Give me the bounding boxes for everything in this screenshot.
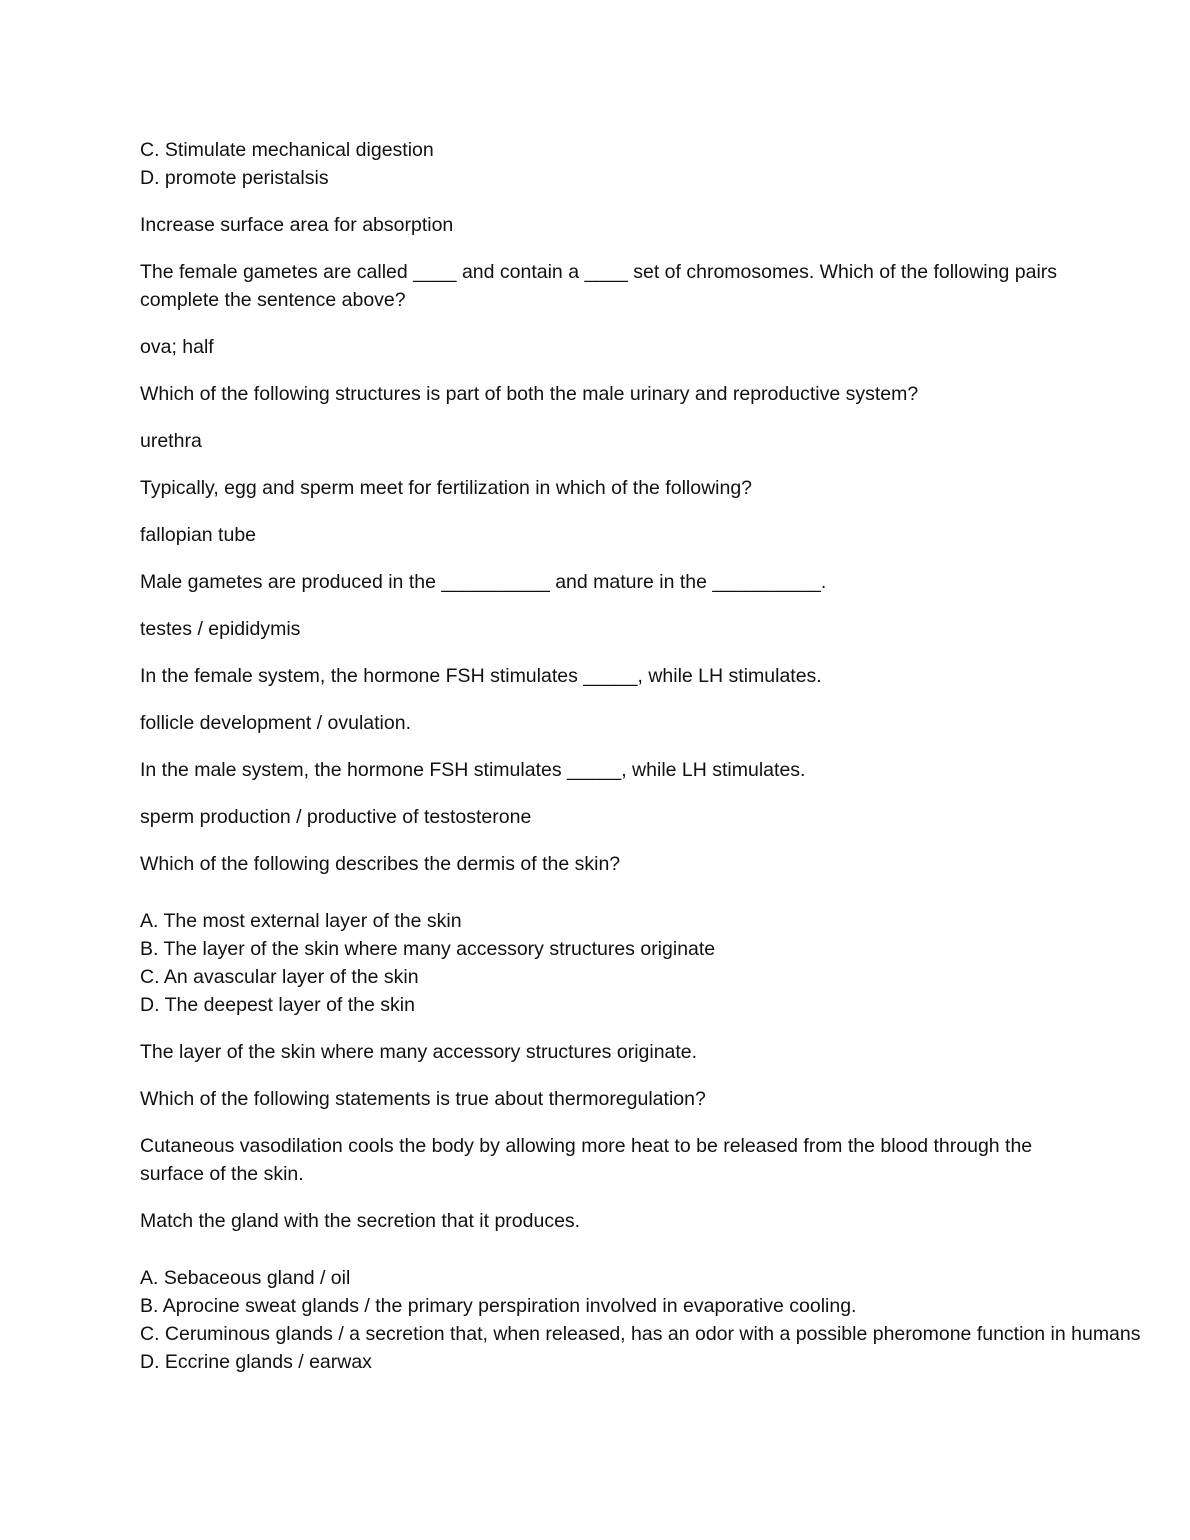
question-dermis: Which of the following describes the dermis of the skin? [140, 853, 621, 875]
answer-absorption: Increase surface area for absorption [140, 214, 454, 236]
answer-male-gametes: testes / epididymis [140, 618, 301, 640]
question-urinary-reproductive: Which of the following structures is part of both the male urinary and reproductive system? [140, 383, 919, 405]
gland-option: C. Ceruminous glands / a secretion that, when released, has an odor with a possible pheromone function in humans [140, 1323, 1141, 1345]
question-gland: Match the gland with the secretion that it produces. [140, 1210, 581, 1232]
gland-option: D. Eccrine glands / earwax [140, 1351, 372, 1373]
question-female-fsh: In the female system, the hormone FSH stimulates _____, while LH stimulates. [140, 665, 822, 687]
gland-option: A. Sebaceous gland / oil [140, 1267, 351, 1289]
answer-female-gametes: ova; half [140, 336, 214, 358]
dermis-option: C. An avascular layer of the skin [140, 966, 419, 988]
question-thermoregulation: Which of the following statements is true about thermoregulation? [140, 1088, 706, 1110]
question-female-gametes: The female gametes are called ____ and contain a ____ set of chromosomes. Which of the following pairs complete the sentence above? [140, 261, 1058, 311]
answer-fertilization: fallopian tube [140, 524, 257, 546]
question-male-gametes: Male gametes are produced in the __________ and mature in the __________. [140, 571, 827, 593]
question-male-fsh: In the male system, the hormone FSH stimulates _____, while LH stimulates. [140, 759, 806, 781]
option-d-digestion: D. promote peristalsis [140, 167, 329, 189]
answer-male-fsh: sperm production / productive of testosterone [140, 806, 532, 828]
answer-female-fsh: follicle development / ovulation. [140, 712, 411, 734]
gland-options-list [140, 1264, 1141, 1376]
answer-dermis: The layer of the skin where many accessory structures originate. [140, 1041, 698, 1063]
gland-option: B. Aprocine sweat glands / the primary perspiration involved in evaporative cooling. [140, 1295, 857, 1317]
dermis-option: A. The most external layer of the skin [140, 910, 462, 932]
answer-urinary-reproductive: urethra [140, 430, 202, 452]
question-fertilization: Typically, egg and sperm meet for fertilization in which of the following? [140, 477, 753, 499]
dermis-option: D. The deepest layer of the skin [140, 994, 415, 1016]
document-page [140, 136, 1141, 1376]
option-c-digestion: C. Stimulate mechanical digestion [140, 139, 434, 161]
answer-thermoregulation: Cutaneous vasodilation cools the body by allowing more heat to be released from the blood through the surface of the skin. [140, 1135, 1033, 1185]
dermis-options-list [140, 907, 1060, 1019]
dermis-option: B. The layer of the skin where many accessory structures originate [140, 938, 716, 960]
